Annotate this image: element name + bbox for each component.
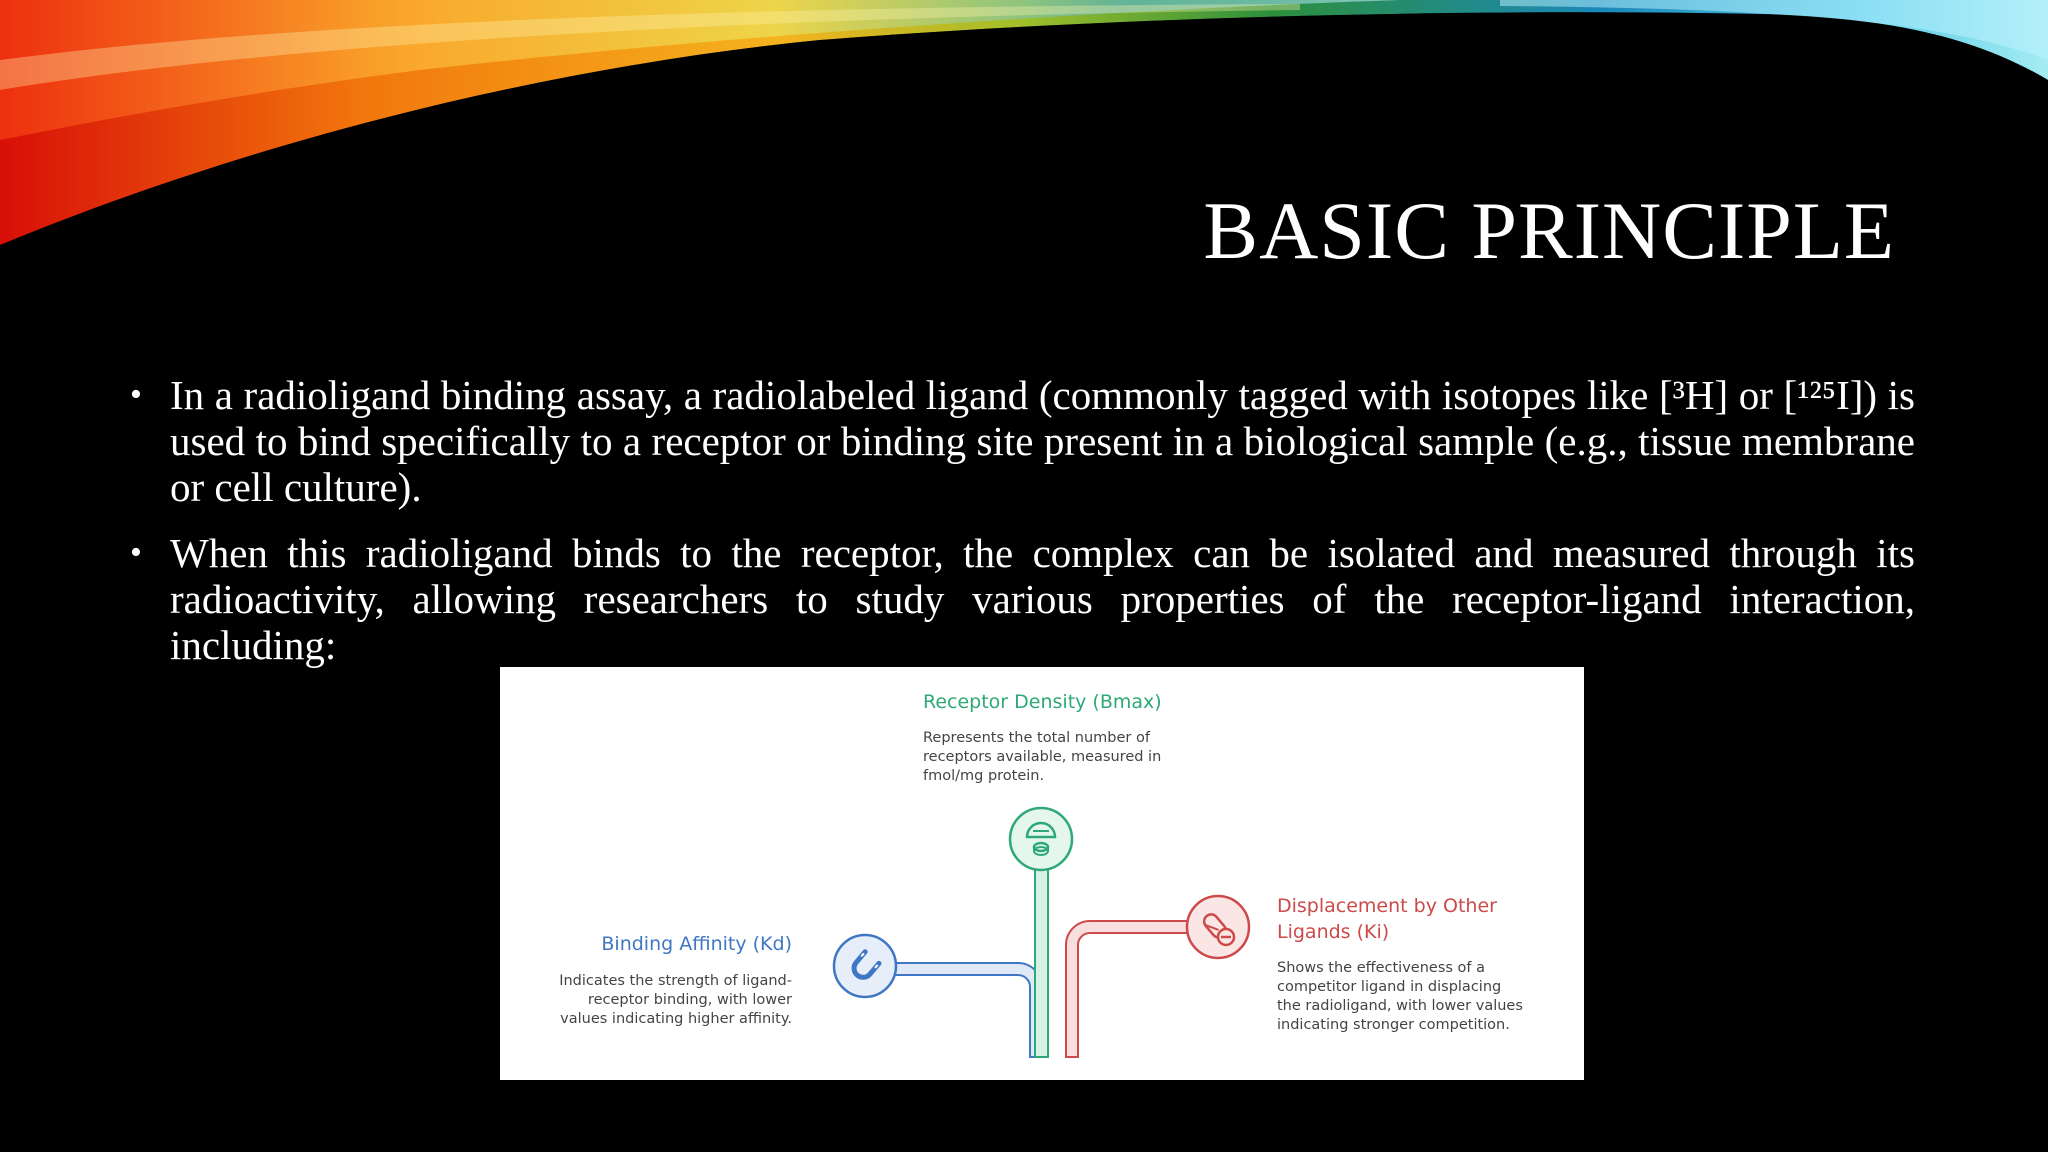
displacement-title: Displacement by Other Ligands (Ki) [1277,895,1497,943]
bullet-list [130,372,1915,688]
pill-icon [1187,896,1249,958]
receptor-density-connector [1035,863,1048,1057]
bullet-dot-icon: • [130,376,142,413]
binding-properties-diagram [500,667,1584,1080]
bullet-text: When this radioligand binds to the receptor, the complex can be isolated and measured through its radioactivity, allowing researchers to study various properties of the receptor-ligand interaction, including: [170,530,1915,668]
bullet-item [130,372,1915,510]
displacement-description: Shows the effectiveness of a competitor ligand in displacing the radioligand, with lower values indicating stronger competition. [1277,960,1523,1033]
receptor-density-title: Receptor Density (Bmax) [923,691,1162,713]
receptor-density-description: Represents the total number of receptors available, measured in fmol/mg protein. [923,730,1162,784]
receptor-icon [1010,808,1072,870]
bullet-text: In a radioligand binding assay, a radiolabeled ligand (commonly tagged with isotopes like [³H] or [¹²⁵I]) is used to bind specifically to a receptor or binding site present in a biological sample (e.g., tissue membrane or cell culture). [170,372,1915,510]
displacement-connector [1066,921,1190,1057]
bullet-item [130,530,1915,668]
bullet-dot-icon: • [130,534,142,571]
magnet-icon [834,935,896,997]
binding-affinity-title: Binding Affinity (Kd) [601,933,792,955]
binding-affinity-connector [890,963,1042,1057]
binding-affinity-description: Indicates the strength of ligand-receptor binding, with lower values indicating higher affinity. [559,973,792,1027]
slide-title: BASIC PRINCIPLE [1203,185,1895,276]
